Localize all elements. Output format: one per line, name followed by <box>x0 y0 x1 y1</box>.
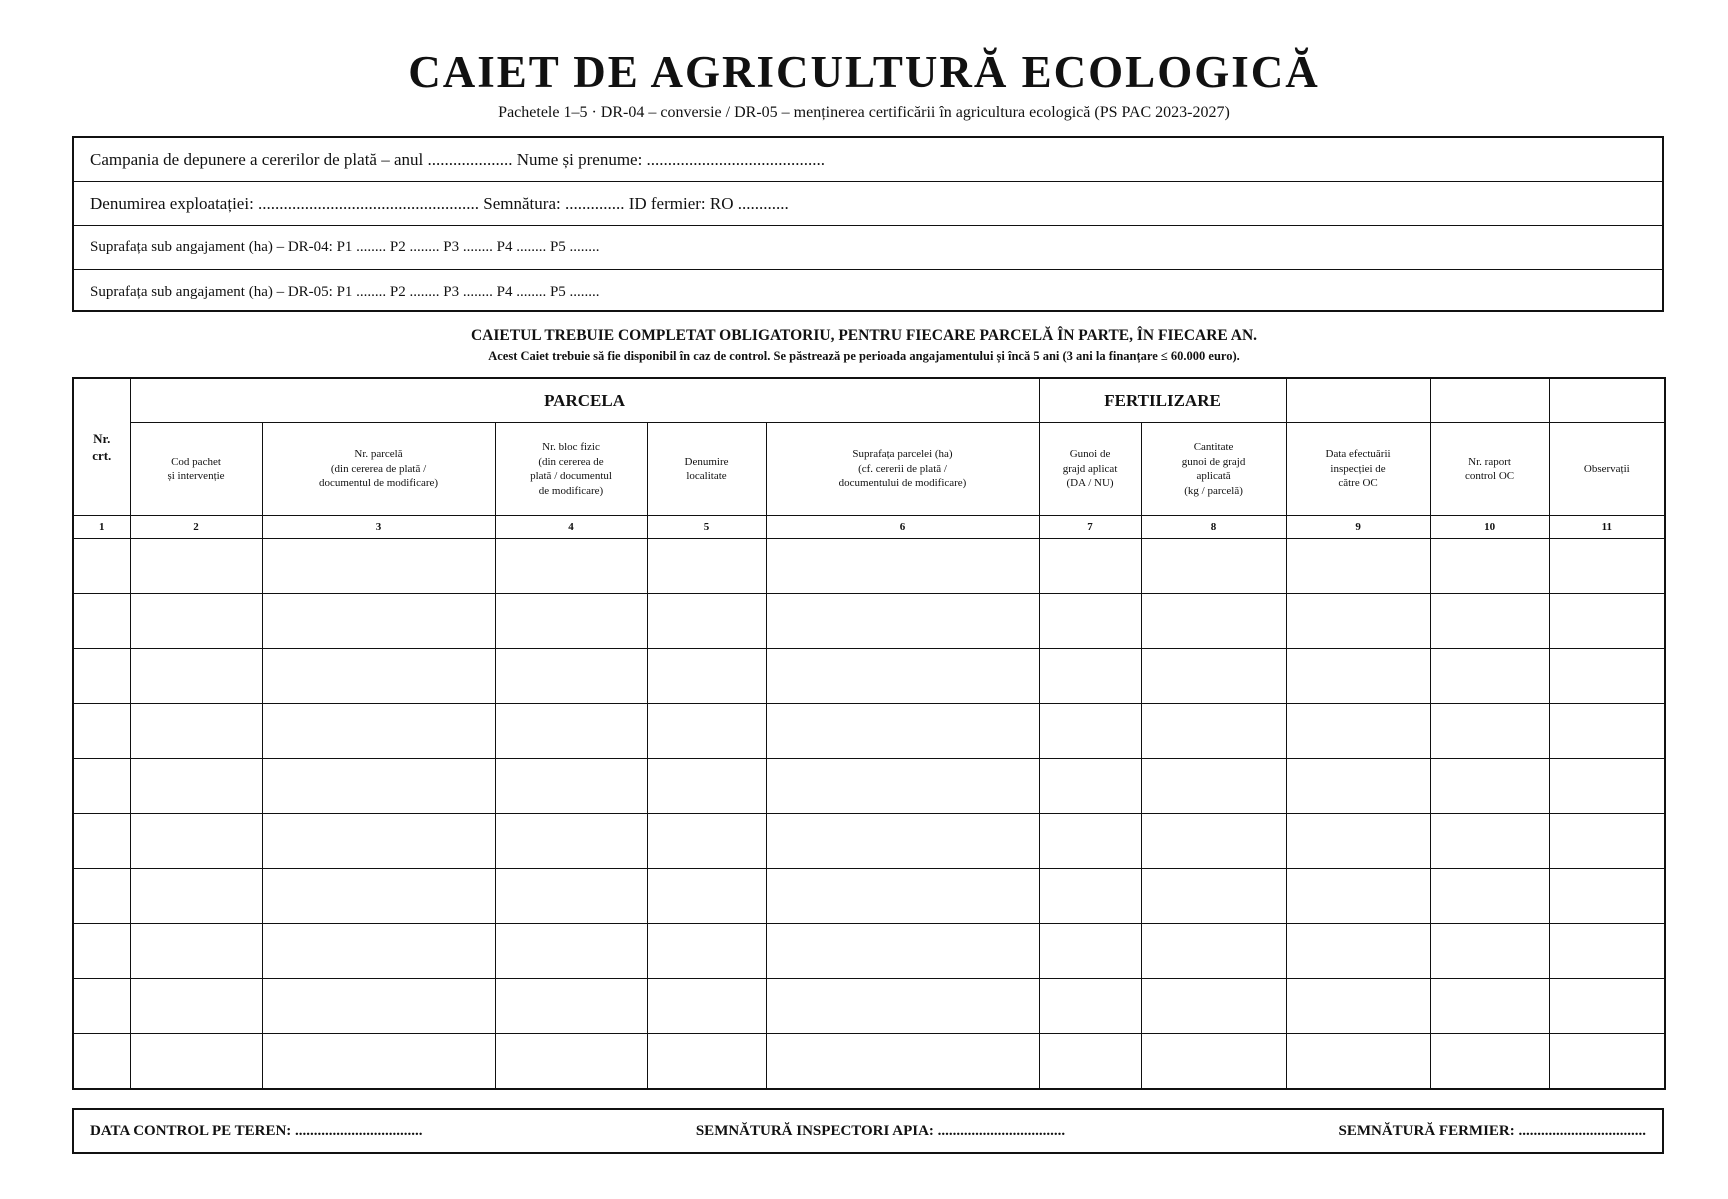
table-cell[interactable] <box>73 814 130 869</box>
table-cell[interactable] <box>1286 814 1430 869</box>
header-nr-crt: Nr. crt. <box>73 378 130 516</box>
table-cell[interactable] <box>1039 979 1141 1034</box>
table-cell[interactable] <box>1286 539 1430 594</box>
table-cell[interactable] <box>130 539 262 594</box>
table-cell[interactable] <box>766 594 1039 649</box>
table-cell[interactable] <box>495 814 647 869</box>
table-cell[interactable] <box>495 539 647 594</box>
table-cell[interactable] <box>130 759 262 814</box>
table-cell[interactable] <box>1039 704 1141 759</box>
column-numbers-row <box>73 516 1665 539</box>
page-subtitle: Pachetele 1–5 · DR-04 – conversie / DR-05 – menținerea certificării în agricultura ecologică (PS PAC 2023-2027) <box>498 104 1230 121</box>
table-cell[interactable] <box>647 759 766 814</box>
table-cell[interactable] <box>73 594 130 649</box>
table-cell[interactable] <box>262 814 495 869</box>
group-header-empty-10 <box>1430 378 1549 423</box>
table-cell[interactable] <box>1039 759 1141 814</box>
table-cell[interactable] <box>766 924 1039 979</box>
table-cell[interactable] <box>1141 704 1286 759</box>
table-cell[interactable] <box>1039 924 1141 979</box>
column-number: 11 <box>1549 516 1665 539</box>
table-cell[interactable] <box>1549 869 1665 924</box>
table-cell[interactable] <box>1549 759 1665 814</box>
table-cell[interactable] <box>262 869 495 924</box>
table-cell[interactable] <box>1549 814 1665 869</box>
table-cell[interactable] <box>262 1034 495 1090</box>
table-row <box>73 759 1665 814</box>
column-number: 5 <box>647 516 766 539</box>
table-cell[interactable] <box>1141 814 1286 869</box>
table-cell[interactable] <box>73 924 130 979</box>
info-row-dr05-area[interactable]: Suprafața sub angajament (ha) – DR-05: P1 ........ P2 ........ P3 ........ P4 ........ P5 ........ <box>90 283 600 300</box>
table-cell[interactable] <box>1141 759 1286 814</box>
column-header-observatii: Observații <box>1549 423 1665 516</box>
table-cell[interactable] <box>495 869 647 924</box>
table-cell[interactable] <box>766 869 1039 924</box>
column-header-data-inspectie: Data efectuării inspecției de către OC <box>1286 423 1430 516</box>
table-cell[interactable] <box>130 704 262 759</box>
table-cell[interactable] <box>1430 649 1549 704</box>
table-cell[interactable] <box>1039 814 1141 869</box>
table-cell[interactable] <box>1430 1034 1549 1090</box>
table-cell[interactable] <box>766 979 1039 1034</box>
table-cell[interactable] <box>495 759 647 814</box>
table-cell[interactable] <box>1430 869 1549 924</box>
info-row-dr04-area[interactable]: Suprafața sub angajament (ha) – DR-04: P1 ........ P2 ........ P3 ........ P4 ........ P5 ........ <box>74 226 1662 270</box>
column-number: 8 <box>1141 516 1286 539</box>
table-cell[interactable] <box>495 649 647 704</box>
semnatura-inspectori-field[interactable]: SEMNĂTURĂ INSPECTORI APIA: .................................. <box>695 1122 1066 1139</box>
column-header-nr-bloc-fizic: Nr. bloc fizic (din cererea de plată / documentul de modificare) <box>495 423 647 516</box>
table-row <box>73 869 1665 924</box>
table-cell[interactable] <box>262 594 495 649</box>
data-control-field[interactable]: DATA CONTROL PE TEREN: .................................. <box>90 1122 423 1139</box>
table-cell[interactable] <box>1039 869 1141 924</box>
table-cell[interactable] <box>1286 1034 1430 1090</box>
table-cell[interactable] <box>262 539 495 594</box>
table-row <box>73 924 1665 979</box>
group-header-empty-9 <box>1286 378 1430 423</box>
table-cell[interactable] <box>647 594 766 649</box>
table-row <box>73 704 1665 759</box>
table-cell[interactable] <box>1286 869 1430 924</box>
table-row <box>73 539 1665 594</box>
table-cell[interactable] <box>1286 704 1430 759</box>
table-cell[interactable] <box>73 1034 130 1090</box>
table-cell[interactable] <box>262 704 495 759</box>
table-cell[interactable] <box>1039 1034 1141 1090</box>
column-number: 1 <box>73 516 130 539</box>
table-row <box>73 814 1665 869</box>
table-cell[interactable] <box>766 1034 1039 1090</box>
table-cell[interactable] <box>130 979 262 1034</box>
table-cell[interactable] <box>766 649 1039 704</box>
table-cell[interactable] <box>1430 814 1549 869</box>
table-cell[interactable] <box>1286 759 1430 814</box>
table-cell[interactable] <box>647 979 766 1034</box>
column-number: 3 <box>262 516 495 539</box>
table-cell[interactable] <box>73 704 130 759</box>
table-cell[interactable] <box>766 539 1039 594</box>
table-row <box>73 649 1665 704</box>
table-cell[interactable] <box>647 924 766 979</box>
table-cell[interactable] <box>1039 539 1141 594</box>
table-cell[interactable] <box>1141 924 1286 979</box>
info-row-campaign[interactable]: Campania de depunere a cererilor de plată – anul .................... Nume și prenume: .......................................... <box>74 138 1662 182</box>
column-header-suprafata: Suprafața parcelei (ha) (cf. cererii de plată / documentului de modificare) <box>766 423 1039 516</box>
table-cell[interactable] <box>1141 539 1286 594</box>
table-cell[interactable] <box>262 649 495 704</box>
column-number: 2 <box>130 516 262 539</box>
table-cell[interactable] <box>647 1034 766 1090</box>
semnatura-fermier-field[interactable]: SEMNĂTURĂ FERMIER: .................................. <box>1338 1122 1646 1139</box>
table-cell[interactable] <box>647 539 766 594</box>
table-cell[interactable] <box>495 979 647 1034</box>
table-cell[interactable] <box>1430 759 1549 814</box>
column-header-cantitate-gunoi: Cantitate gunoi de grajd aplicată (kg / parcelă) <box>1141 423 1286 516</box>
table-cell[interactable] <box>130 814 262 869</box>
table-cell[interactable] <box>1141 869 1286 924</box>
retention-notice: Acest Caiet trebuie să fie disponibil în caz de control. Se păstrează pe perioada angajamentului și încă 5 ani (3 ani la finanțare ≤ 60.000 euro). <box>488 349 1240 363</box>
table-cell[interactable] <box>766 814 1039 869</box>
table-cell[interactable] <box>495 594 647 649</box>
page-title: CAIET DE AGRICULTURĂ ECOLOGICĂ <box>408 47 1320 97</box>
info-row-farm[interactable]: Denumirea exploatației: .................................................... Semnătura: .............. ID fermier: RO ............ <box>74 182 1662 226</box>
table-row <box>73 979 1665 1034</box>
column-number: 9 <box>1286 516 1430 539</box>
table-cell[interactable] <box>1430 924 1549 979</box>
column-header-nr-raport: Nr. raport control OC <box>1430 423 1549 516</box>
table-cell[interactable] <box>262 979 495 1034</box>
table-cell[interactable] <box>73 759 130 814</box>
table-cell[interactable] <box>262 924 495 979</box>
table-cell[interactable] <box>1430 704 1549 759</box>
table-cell[interactable] <box>647 869 766 924</box>
table-cell[interactable] <box>1141 594 1286 649</box>
table-cell[interactable] <box>1430 539 1549 594</box>
table-cell[interactable] <box>495 1034 647 1090</box>
table-cell[interactable] <box>130 869 262 924</box>
column-header-localitate: Denumire localitate <box>647 423 766 516</box>
table-cell[interactable] <box>1286 594 1430 649</box>
table-cell[interactable] <box>73 979 130 1034</box>
group-header-fertilizare: FERTILIZARE <box>1039 378 1286 423</box>
table-cell[interactable] <box>647 814 766 869</box>
table-cell[interactable] <box>766 704 1039 759</box>
table-cell[interactable] <box>1549 924 1665 979</box>
parcel-register-table <box>72 377 1666 1090</box>
column-number: 6 <box>766 516 1039 539</box>
control-signature-bar <box>72 1108 1664 1154</box>
table-cell[interactable] <box>130 594 262 649</box>
table-cell[interactable] <box>1549 649 1665 704</box>
group-header-empty-11 <box>1549 378 1665 423</box>
table-row <box>73 1034 1665 1090</box>
table-cell[interactable] <box>1039 594 1141 649</box>
column-header-gunoi-aplicat: Gunoi de grajd aplicat (DA / NU) <box>1039 423 1141 516</box>
column-number: 10 <box>1430 516 1549 539</box>
table-cell[interactable] <box>1141 1034 1286 1090</box>
table-cell[interactable] <box>130 924 262 979</box>
column-number: 7 <box>1039 516 1141 539</box>
table-cell[interactable] <box>647 649 766 704</box>
table-cell[interactable] <box>1549 594 1665 649</box>
table-cell[interactable] <box>1549 539 1665 594</box>
table-cell[interactable] <box>1430 979 1549 1034</box>
table-cell[interactable] <box>73 539 130 594</box>
table-cell[interactable] <box>1039 649 1141 704</box>
table-cell[interactable] <box>1549 979 1665 1034</box>
table-cell[interactable] <box>1141 979 1286 1034</box>
table-cell[interactable] <box>73 869 130 924</box>
table-cell[interactable] <box>130 649 262 704</box>
table-cell[interactable] <box>495 924 647 979</box>
farmer-info-box <box>72 136 1664 312</box>
column-number: 4 <box>495 516 647 539</box>
table-cell[interactable] <box>647 704 766 759</box>
table-cell[interactable] <box>1286 979 1430 1034</box>
table-cell[interactable] <box>1141 649 1286 704</box>
table-cell[interactable] <box>766 759 1039 814</box>
table-cell[interactable] <box>130 1034 262 1090</box>
table-cell[interactable] <box>1549 1034 1665 1090</box>
group-header-parcela: PARCELA <box>130 378 1039 423</box>
table-cell[interactable] <box>1549 704 1665 759</box>
column-header-cod-pachet: Cod pachet și intervenție <box>130 423 262 516</box>
table-cell[interactable] <box>262 759 495 814</box>
column-header-nr-parcela: Nr. parcelă (din cererea de plată / documentul de modificare) <box>262 423 495 516</box>
table-row <box>73 594 1665 649</box>
table-cell[interactable] <box>73 649 130 704</box>
table-cell[interactable] <box>495 704 647 759</box>
table-cell[interactable] <box>1286 649 1430 704</box>
table-cell[interactable] <box>1286 924 1430 979</box>
table-cell[interactable] <box>1430 594 1549 649</box>
mandatory-notice: CAIETUL TREBUIE COMPLETAT OBLIGATORIU, PENTRU FIECARE PARCELĂ ÎN PARTE, ÎN FIECARE AN. <box>470 327 1258 344</box>
